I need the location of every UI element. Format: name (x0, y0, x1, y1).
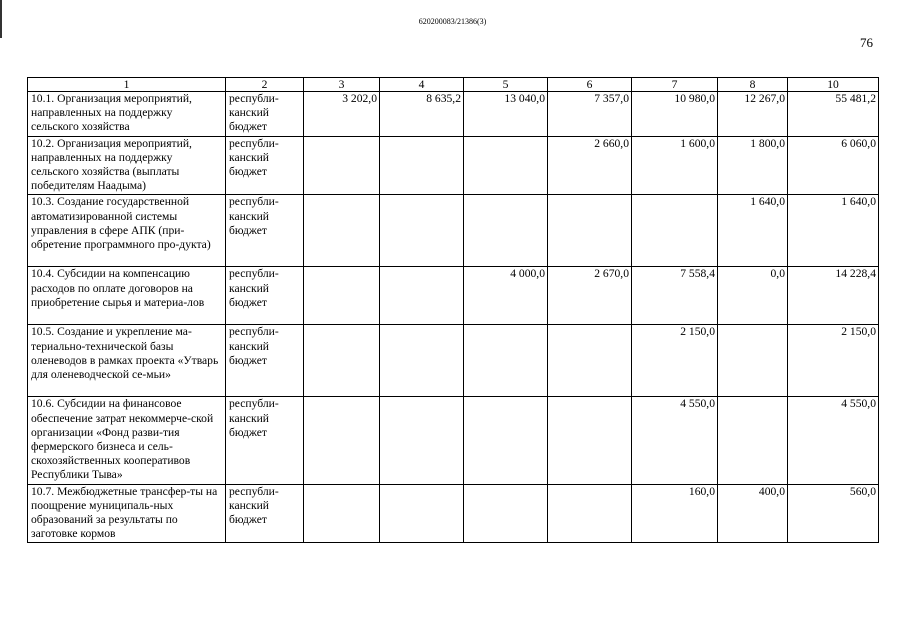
amount-cell (380, 195, 464, 267)
table-row (28, 92, 879, 137)
amount-cell (464, 397, 548, 484)
amount-cell: 160,0 (632, 484, 718, 543)
column-header: 5 (464, 78, 548, 92)
column-header: 6 (548, 78, 632, 92)
amount-cell: 12 267,0 (718, 92, 788, 137)
amount-cell: 1 600,0 (632, 136, 718, 195)
amount-cell: 7 357,0 (548, 92, 632, 137)
funding-source: республи-канский бюджет (226, 484, 304, 543)
measure-description: 10.6. Субсидии на финансовое обеспечение затрат некоммерче-ской организации «Фонд разви-тия фермерского бизнеса и сель-скохозяйственных кооперативов Республики Тыва» (28, 397, 226, 484)
column-header: 2 (226, 78, 304, 92)
amount-cell (304, 325, 380, 397)
column-header: 1 (28, 78, 226, 92)
amount-cell (304, 484, 380, 543)
amount-cell (464, 484, 548, 543)
amount-cell (718, 397, 788, 484)
budget-table (27, 77, 879, 543)
total-cell: 4 550,0 (788, 397, 879, 484)
funding-source: республи-канский бюджет (226, 195, 304, 267)
table-row (28, 195, 879, 267)
column-header: 3 (304, 78, 380, 92)
funding-source: республи-канский бюджет (226, 325, 304, 397)
amount-cell: 0,0 (718, 267, 788, 325)
document-code: 620200083/21386(3) (418, 17, 487, 26)
funding-source: республи-канский бюджет (226, 267, 304, 325)
funding-source: республи-канский бюджет (226, 136, 304, 195)
table-row (28, 397, 879, 484)
total-cell: 14 228,4 (788, 267, 879, 325)
amount-cell: 7 558,4 (632, 267, 718, 325)
amount-cell (304, 397, 380, 484)
funding-source: республи-канский бюджет (226, 397, 304, 484)
table-row (28, 484, 879, 543)
amount-cell: 4 000,0 (464, 267, 548, 325)
amount-cell (380, 397, 464, 484)
column-header: 7 (632, 78, 718, 92)
total-cell: 55 481,2 (788, 92, 879, 137)
measure-description: 10.5. Создание и укрепление ма-териально-технической базы оленеводов в рамках проекта «Утварь для оленеводческой се-мьи» (28, 325, 226, 397)
amount-cell (380, 136, 464, 195)
amount-cell (548, 325, 632, 397)
amount-cell (380, 484, 464, 543)
total-cell: 1 640,0 (788, 195, 879, 267)
amount-cell: 1 800,0 (718, 136, 788, 195)
amount-cell: 8 635,2 (380, 92, 464, 137)
amount-cell (718, 325, 788, 397)
column-header: 10 (788, 78, 879, 92)
column-header: 4 (380, 78, 464, 92)
amount-cell: 3 202,0 (304, 92, 380, 137)
page-number: 76 (860, 35, 873, 50)
total-cell: 6 060,0 (788, 136, 879, 195)
amount-cell (464, 195, 548, 267)
amount-cell: 4 550,0 (632, 397, 718, 484)
amount-cell (304, 267, 380, 325)
amount-cell: 2 150,0 (632, 325, 718, 397)
table-row (28, 267, 879, 325)
amount-cell (464, 136, 548, 195)
amount-cell (548, 484, 632, 543)
total-cell: 2 150,0 (788, 325, 879, 397)
amount-cell (380, 267, 464, 325)
table-row (28, 136, 879, 195)
column-header: 8 (718, 78, 788, 92)
amount-cell: 400,0 (718, 484, 788, 543)
measure-description: 10.4. Субсидии на компенсацию расходов по оплате договоров на приобретение сырья и материа-лов (28, 267, 226, 325)
amount-cell (548, 397, 632, 484)
measure-description: 10.2. Организация мероприятий, направленных на поддержку сельского хозяйства (выплаты победителям Наадыма) (28, 136, 226, 195)
table-header-row (28, 78, 879, 92)
amount-cell (380, 325, 464, 397)
amount-cell (548, 195, 632, 267)
total-cell: 560,0 (788, 484, 879, 543)
amount-cell (632, 195, 718, 267)
amount-cell: 2 670,0 (548, 267, 632, 325)
amount-cell: 2 660,0 (548, 136, 632, 195)
amount-cell (304, 136, 380, 195)
measure-description: 10.3. Создание государственной автоматизированной системы управления в сфере АПК (при-обретение программного про-дукта) (28, 195, 226, 267)
table-row (28, 325, 879, 397)
amount-cell (304, 195, 380, 267)
measure-description: 10.7. Межбюджетные трансфер-ты на поощрение муниципаль-ных образований за результаты по заготовке кормов (28, 484, 226, 543)
funding-source: республи-канский бюджет (226, 92, 304, 137)
amount-cell: 10 980,0 (632, 92, 718, 137)
amount-cell: 1 640,0 (718, 195, 788, 267)
amount-cell (464, 325, 548, 397)
measure-description: 10.1. Организация мероприятий, направленных на поддержку сельского хозяйства (28, 92, 226, 137)
amount-cell: 13 040,0 (464, 92, 548, 137)
